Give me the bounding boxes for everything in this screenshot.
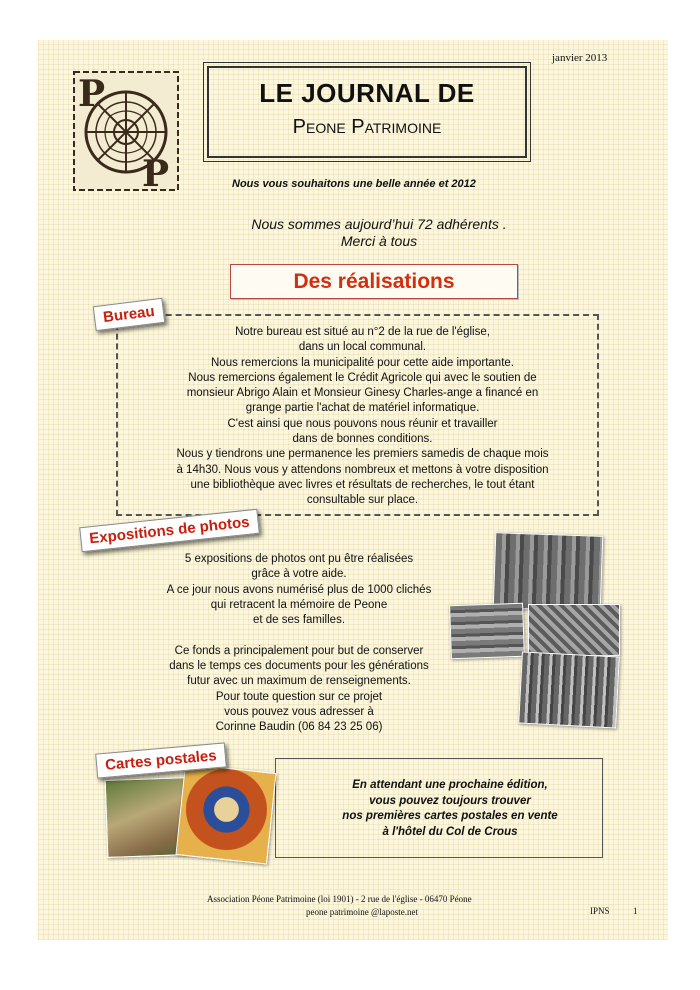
- expositions-label: Expositions de photos: [79, 509, 259, 553]
- bureau-text: [140, 325, 585, 509]
- issue-date: janvier 2013: [552, 52, 608, 64]
- bureau-label: Bureau: [93, 298, 165, 331]
- bureau-line: C'est ainsi que nous pouvons nous réunir et travailler: [227, 417, 498, 430]
- expo-line: Pour toute question sur ce projet: [215, 690, 383, 703]
- peone-patrimoine-logo-icon: [70, 66, 182, 196]
- bureau-line: Nous y tiendrons une permanence les premiers samedis de chaque mois: [176, 448, 549, 461]
- bureau-line: dans un local communal.: [298, 341, 427, 354]
- members-count: [214, 216, 544, 250]
- expo-line: dans le temps ces documents pour les générations: [169, 660, 429, 673]
- journal-title: LE JOURNAL DE: [259, 78, 475, 108]
- historic-photo-group-2: [449, 603, 525, 660]
- footer-address: Association Péone Patrimoine (loi 1901) - 2 rue de l'église - 06470 Péone: [207, 894, 472, 904]
- expo-line: vous pouvez vous adresser à: [224, 705, 374, 718]
- bureau-line: consultable sur place.: [306, 494, 419, 507]
- members-line-1: Nous sommes aujourd’hui 72 adhérents .: [251, 216, 507, 232]
- postcard-painting-image: [175, 763, 276, 864]
- journal-subtitle: Peone Patrimoine: [292, 116, 442, 138]
- bureau-line: dans de bonnes conditions.: [292, 433, 433, 446]
- bureau-line: Nous remercions la municipalité pour cette aide importante.: [211, 356, 514, 369]
- new-year-wishes: Nous vous souhaitons une belle année et 2012: [232, 178, 476, 190]
- historic-photo-group-1: [493, 532, 604, 612]
- expo-line: et de ses familles.: [252, 614, 346, 627]
- section-title: Des réalisations: [230, 264, 518, 299]
- page-number: 1: [633, 906, 638, 916]
- members-line-2: Merci à tous: [340, 233, 418, 249]
- bureau-line: Notre bureau est situé au n°2 de la rue de l'église,: [235, 326, 490, 338]
- svg-text:P: P: [142, 153, 170, 195]
- bureau-line: une bibliothèque avec livres et résultats de recherches, le tout étant: [190, 478, 535, 491]
- expo-line: futur avec un maximum de renseignements.: [187, 675, 411, 688]
- historic-photo-group-4: [518, 651, 620, 728]
- expo-line: Corinne Baudin (06 84 23 25 06): [215, 721, 383, 734]
- expo-line: qui retracent la mémoire de Peone: [210, 598, 388, 611]
- expo-line: [112, 628, 486, 643]
- journal-title-box: [207, 66, 527, 158]
- bureau-line: à 14h30. Nous vous y attendons nombreux et mettons à votre disposition: [176, 463, 549, 476]
- ipns-mark: IPNS: [590, 906, 610, 916]
- cartes-line: nos premières cartes postales en vente: [342, 810, 558, 822]
- historic-photo-group-3: [528, 604, 620, 656]
- cartes-text: [300, 778, 600, 840]
- svg-text:P: P: [78, 73, 106, 115]
- footer-email: peone patrimoine @laposte.net: [306, 907, 419, 917]
- expo-line: grâce à votre aide.: [251, 568, 347, 581]
- bureau-line: grange partie l'achat de matériel informatique.: [245, 402, 480, 415]
- cartes-label: Cartes postales: [95, 742, 226, 778]
- cartes-line: à l'hôtel du Col de Crous: [382, 825, 518, 838]
- expo-line: 5 expositions de photos ont pu être réalisées: [184, 553, 414, 565]
- bureau-line: Nous remercions également le Crédit Agricole qui avec le soutien de: [188, 371, 537, 384]
- expo-line: A ce jour nous avons numérisé plus de 1000 clichés: [166, 583, 432, 596]
- expo-line: Ce fonds a principalement pour but de conserver: [174, 644, 424, 657]
- cartes-line: vous pouvez toujours trouver: [369, 794, 531, 807]
- expositions-text: [112, 552, 486, 736]
- bureau-line: monsieur Abrigo Alain et Monsieur Ginesy Charles-ange a financé en: [186, 387, 539, 400]
- cartes-line: En attendant une prochaine édition,: [352, 779, 548, 791]
